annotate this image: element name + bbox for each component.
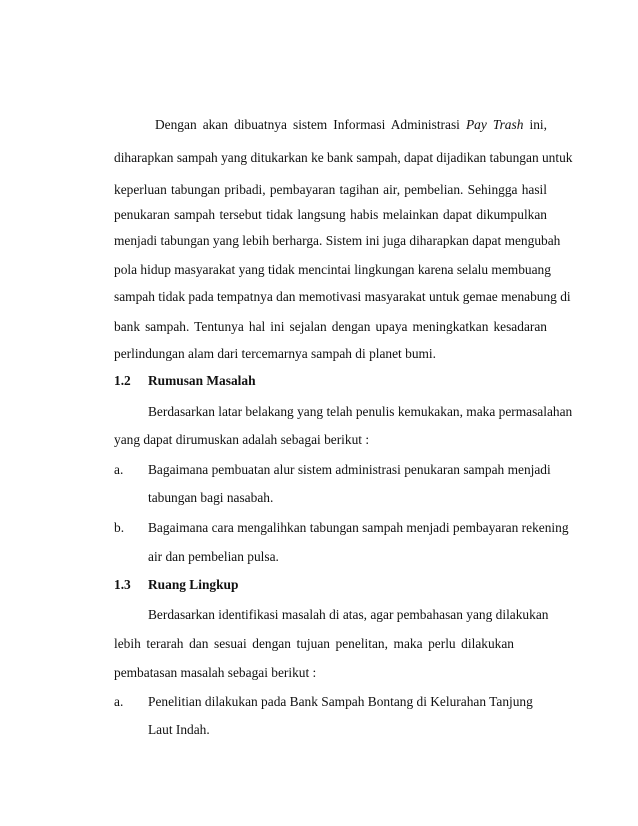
intro-line-2: diharapkan sampah yang ditukarkan ke bank sampah, dapat dijadikan tabungan untuk xyxy=(114,150,573,165)
ruang-para-line-2: lebih terarah dan sesuai dengan tujuan penelitan, maka perlu dilakukan xyxy=(114,636,514,651)
intro-line-1-emphasis: Pay Trash xyxy=(465,117,524,132)
ruang-para-line-1: Berdasarkan identifikasi masalah di atas, agar pembahasan yang dilakukan xyxy=(148,607,549,622)
intro-line-3: keperluan tabungan pribadi, pembayaran tagihan air, pembelian. Sehingga hasil xyxy=(114,182,547,197)
rumusan-para-line-2: yang dapat dirumuskan adalah sebagai berikut : xyxy=(114,432,370,447)
section-title: Rumusan Masalah xyxy=(148,373,256,388)
intro-line-6: pola hidup masyarakat yang tidak mencintai lingkungan karena selalu membuang xyxy=(114,262,551,277)
ruang-item-a-line-2: Laut Indah. xyxy=(148,722,210,737)
intro-line-7: sampah tidak pada tempatnya dan memotivasi masyarakat untuk gemae menabung di xyxy=(114,289,571,304)
intro-line-8: bank sampah. Tentunya hal ini sejalan dengan upaya meningkatkan kesadaran xyxy=(114,319,547,334)
rumusan-item-a-line-1: Bagaimana pembuatan alur sistem administrasi penukaran sampah menjadi xyxy=(148,462,551,477)
list-marker: a. xyxy=(114,462,124,477)
intro-line-1 xyxy=(155,117,547,133)
intro-line-4: penukaran sampah tersebut tidak langsung habis melainkan dapat dikumpulkan xyxy=(114,207,547,222)
section-number: 1.2 xyxy=(114,373,131,388)
rumusan-item-b-line-1: Bagaimana cara mengalihkan tabungan sampah menjadi pembayaran rekening xyxy=(148,520,569,535)
rumusan-para-line-1: Berdasarkan latar belakang yang telah penulis kemukakan, maka permasalahan xyxy=(148,404,573,419)
section-number: 1.3 xyxy=(114,577,131,592)
intro-line-1-text: Dengan akan dibuatnya sistem Informasi Administrasi xyxy=(155,117,460,132)
intro-line-1-end: ini, xyxy=(529,117,547,132)
rumusan-item-b-line-2: air dan pembelian pulsa. xyxy=(148,549,279,564)
intro-line-5: menjadi tabungan yang lebih berharga. Sistem ini juga diharapkan dapat mengubah xyxy=(114,233,561,248)
ruang-para-line-3: pembatasan masalah sebagai berikut : xyxy=(114,665,317,680)
list-marker: b. xyxy=(114,520,125,535)
rumusan-item-a-line-2: tabungan bagi nasabah. xyxy=(148,490,274,505)
intro-line-9: perlindungan alam dari tercemarnya sampah di planet bumi. xyxy=(114,346,437,361)
section-title: Ruang Lingkup xyxy=(148,577,239,592)
list-marker: a. xyxy=(114,694,124,709)
ruang-item-a-line-1: Penelitian dilakukan pada Bank Sampah Bontang di Kelurahan Tanjung xyxy=(148,694,533,709)
